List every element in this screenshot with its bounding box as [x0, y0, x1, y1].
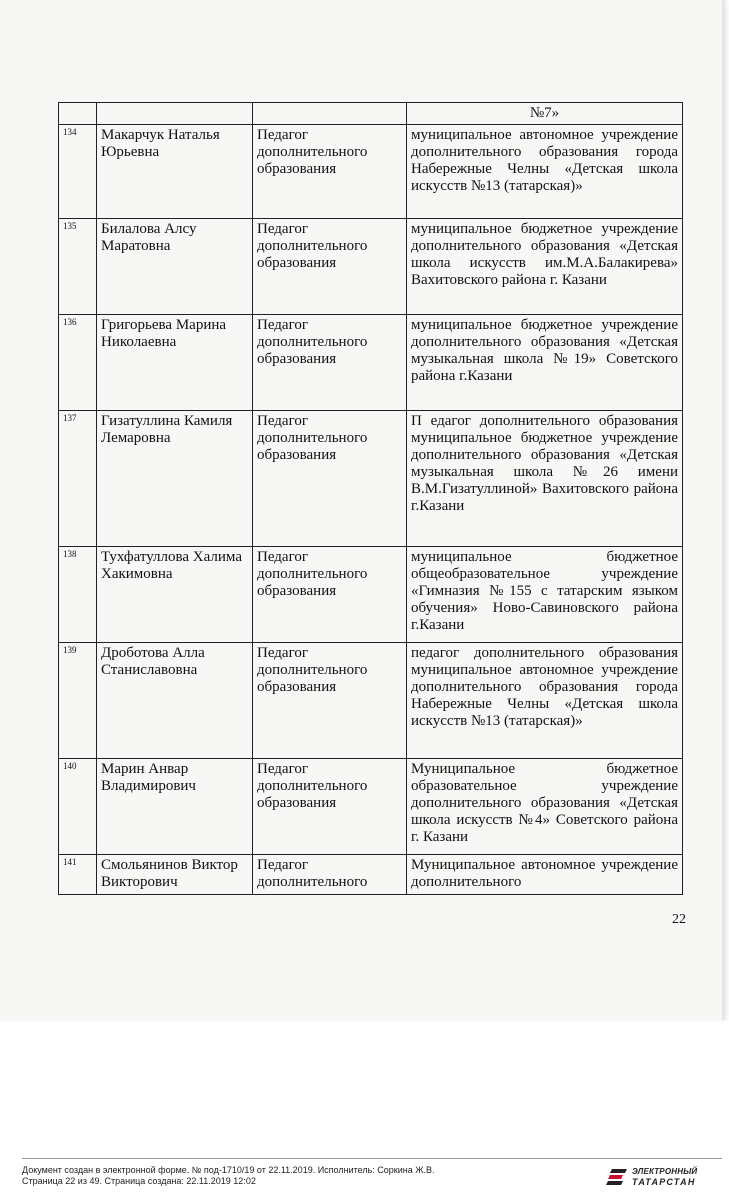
row-number: 134: [59, 125, 97, 219]
footer-divider: [22, 1158, 722, 1159]
table-row: [59, 315, 683, 411]
footer-line-2: Страница 22 из 49. Страница создана: 22.11.2019 12:02: [22, 1176, 256, 1186]
logo-line-2: ТАТАРСТАН: [632, 1177, 696, 1187]
row-number: 139: [59, 643, 97, 759]
person-name: Билалова Алсу Маратовна: [97, 219, 253, 315]
person-name: Гизатуллина Камиля Лемаровна: [97, 411, 253, 547]
org-cell: Муниципальное автономное учреждение дополнительного: [407, 855, 683, 895]
person-name: Григорьева Марина Николаевна: [97, 315, 253, 411]
person-name: Дроботова Алла Станиславовна: [97, 643, 253, 759]
row-number: 138: [59, 547, 97, 643]
position-cell: Педагог дополнительного образования: [253, 315, 407, 411]
row-number: 141: [59, 855, 97, 895]
position-cell: Педагог дополнительного образования: [253, 219, 407, 315]
row-number: 136: [59, 315, 97, 411]
table-row: [59, 643, 683, 759]
page-number: 22: [672, 912, 686, 927]
position-cell: Педагог дополнительного образования: [253, 125, 407, 219]
row-number: 135: [59, 219, 97, 315]
person-name: Тухфатуллова Халима Хакимовна: [97, 547, 253, 643]
logo-mark-icon: [606, 1167, 628, 1187]
org-cell: №7»: [407, 103, 683, 125]
org-cell: муниципальное бюджетное учреждение дополнительного образования «Детская школа искусств им.М.А.Балакирева» Вахитовского района г. Казани: [407, 219, 683, 315]
person-name: Смольянинов Виктор Викторович: [97, 855, 253, 895]
org-cell: муниципальное бюджетное общеобразовательное учреждение «Гимназия №155 с татарским языком обучения» Ново-Савиновского района г.Казани: [407, 547, 683, 643]
table-row: [59, 219, 683, 315]
org-cell: П едагог дополнительного образования муниципальное бюджетное учреждение дополнительного образования «Детская музыкальная школа №26 имени В.М.Гизатуллиной» Вахитовского района г.Казани: [407, 411, 683, 547]
person-name: Марин Анвар Владимирович: [97, 759, 253, 855]
position-cell: Педагог дополнительного образования: [253, 643, 407, 759]
position-cell: Педагог дополнительного образования: [253, 411, 407, 547]
position-cell: Педагог дополнительного: [253, 855, 407, 895]
org-cell: муниципальное автономное учреждение дополнительного образования города Набережные Челны «Детская школа искусств №13 (татарская)»: [407, 125, 683, 219]
table-row: [59, 547, 683, 643]
electronic-tatarstan-logo: [606, 1164, 724, 1190]
logo-line-1: ЭЛЕКТРОННЫЙ: [632, 1167, 698, 1176]
registry-table: [58, 102, 683, 895]
org-cell: педагог дополнительного образования муниципальное автономное учреждение дополнительного образования города Набережные Челны «Детская школа искусств №13 (татарская)»: [407, 643, 683, 759]
table-row: [59, 759, 683, 855]
table-row-continuation: [59, 103, 683, 125]
org-cell: Муниципальное бюджетное образовательное учреждение дополнительного образования «Детская школа искусств №4» Советского района г. Казани: [407, 759, 683, 855]
table-row: [59, 855, 683, 895]
table-row: [59, 125, 683, 219]
table-row: [59, 411, 683, 547]
row-number: 140: [59, 759, 97, 855]
row-number: 137: [59, 411, 97, 547]
person-name: Макарчук Наталья Юрьевна: [97, 125, 253, 219]
position-cell: Педагог дополнительного образования: [253, 547, 407, 643]
org-cell: муниципальное бюджетное учреждение дополнительного образования «Детская музыкальная школа №19» Советского района г.Казани: [407, 315, 683, 411]
position-cell: Педагог дополнительного образования: [253, 759, 407, 855]
footer-line-1: Документ создан в электронной форме. № под-1710/19 от 22.11.2019. Исполнитель: Соркина Ж.В.: [22, 1165, 435, 1175]
